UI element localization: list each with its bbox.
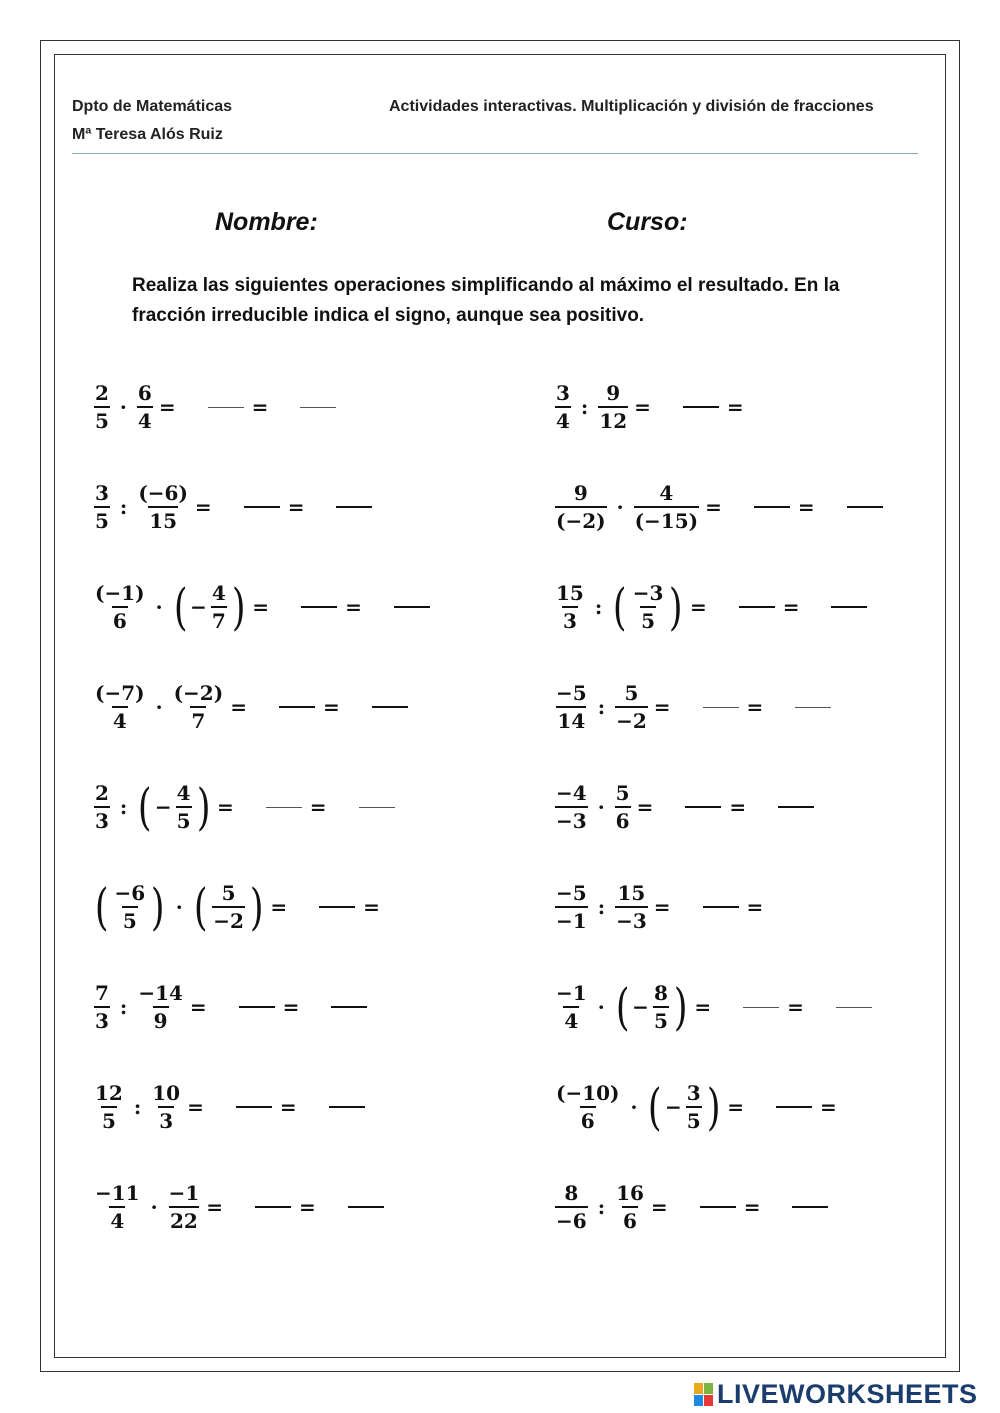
operator: : — [133, 1095, 142, 1119]
fraction-a: $\frac{2}{5}$ — [95, 381, 109, 433]
equals-sign: = — [727, 1095, 744, 1119]
exercise-right-3 — [553, 580, 875, 634]
exercise-right-4 — [553, 680, 839, 734]
fraction-b: $\frac{3}{5}$ — [686, 1081, 701, 1133]
answer-blank[interactable] — [359, 807, 395, 808]
fraction-a: $\frac{-6}{5}$ — [114, 881, 146, 933]
equals-sign: = — [650, 1195, 668, 1219]
equals-sign: = — [287, 495, 305, 519]
department-label: Dpto de Matemáticas — [72, 98, 233, 115]
equals-sign: = — [217, 795, 234, 819]
fraction-a: $\frac{7}{3}$ — [95, 981, 109, 1033]
fraction-b: $\frac{10}{3}$ — [152, 1081, 181, 1133]
fraction-b: $\frac{15}{-3}$ — [616, 881, 647, 933]
minus-sign: − — [665, 1095, 682, 1119]
fraction-a: $\frac{-4}{-3}$ — [556, 781, 587, 833]
equals-sign: = — [746, 695, 764, 719]
answer-blank[interactable] — [266, 807, 302, 808]
exercise-left-5 — [92, 780, 403, 834]
answer-blank[interactable] — [836, 1007, 872, 1008]
fraction-a: $\frac{-11}{4}$ — [95, 1181, 140, 1233]
fraction-a: $\frac{-1}{4}$ — [556, 981, 587, 1033]
operator: · — [616, 495, 624, 519]
fraction-b: $\frac{4}{5}$ — [176, 781, 191, 833]
right-paren: ) — [706, 1078, 721, 1136]
equals-sign: = — [653, 695, 671, 719]
right-paren: ) — [673, 978, 688, 1036]
equals-sign: = — [819, 1095, 837, 1119]
fraction-a: $\frac{(-7)}{4}$ — [95, 681, 145, 733]
fraction-b: $\frac{5}{-2}$ — [213, 881, 244, 933]
operator: : — [594, 595, 603, 619]
fraction-a: $\frac{2}{3}$ — [95, 781, 109, 833]
fraction-a: $\frac{12}{5}$ — [95, 1081, 123, 1133]
logo-icon — [694, 1383, 713, 1406]
answer-blank[interactable] — [792, 1206, 828, 1208]
minus-sign: − — [632, 995, 649, 1019]
answer-blank[interactable] — [394, 606, 430, 608]
answer-blank[interactable] — [331, 1006, 367, 1008]
answer-blank[interactable] — [754, 506, 790, 508]
equals-sign: = — [230, 695, 247, 719]
equals-sign: = — [729, 795, 747, 819]
equals-sign: = — [299, 1195, 316, 1219]
operator: · — [155, 595, 163, 619]
answer-blank[interactable] — [372, 706, 408, 708]
operator: : — [597, 1195, 606, 1219]
answer-blank[interactable] — [301, 606, 337, 608]
equals-sign: = — [363, 895, 380, 919]
operator: · — [119, 395, 127, 419]
answer-blank[interactable] — [255, 1206, 291, 1208]
fraction-a: $\frac{3}{5}$ — [95, 481, 109, 533]
operator: : — [580, 395, 589, 419]
exercise-left-8 — [92, 1080, 373, 1134]
answer-blank[interactable] — [703, 906, 739, 908]
answer-blank[interactable] — [336, 506, 372, 508]
left-paren: ( — [613, 578, 627, 636]
operator: · — [630, 1095, 638, 1119]
equals-sign: = — [345, 595, 362, 619]
equals-sign: = — [189, 995, 207, 1019]
fraction-a: $\frac{(-1)}{6}$ — [95, 581, 145, 633]
exercise-left-9 — [92, 1180, 392, 1234]
equals-sign: = — [251, 395, 269, 419]
author-label: Mª Teresa Alós Ruiz — [72, 126, 223, 143]
answer-blank[interactable] — [208, 407, 244, 408]
left-paren: ( — [193, 878, 208, 936]
fraction-b: $\frac{-3}{5}$ — [632, 581, 664, 633]
exercise-right-9 — [553, 1180, 836, 1234]
equals-sign: = — [746, 895, 764, 919]
fraction-b: $\frac{-1}{22}$ — [168, 1181, 200, 1233]
minus-sign: − — [190, 595, 207, 619]
answer-blank[interactable] — [847, 506, 883, 508]
equals-sign: = — [206, 1195, 224, 1219]
minus-sign: − — [154, 795, 172, 819]
fraction-b: $\frac{4}{(-15)}$ — [634, 481, 699, 533]
answer-blank[interactable] — [279, 706, 315, 708]
name-label: Nombre: — [215, 208, 318, 236]
answer-blank[interactable] — [319, 906, 355, 908]
exercise-right-5 — [553, 780, 822, 834]
answer-blank[interactable] — [329, 1106, 365, 1108]
exercise-left-2 — [92, 480, 380, 534]
answer-blank[interactable] — [776, 1106, 812, 1108]
answer-blank[interactable] — [795, 707, 831, 708]
fraction-b: $\frac{8}{5}$ — [653, 981, 668, 1033]
equals-sign: = — [309, 795, 327, 819]
fraction-a: $\frac{(-10)}{6}$ — [556, 1081, 620, 1133]
equals-sign: = — [158, 395, 176, 419]
answer-blank[interactable] — [778, 806, 814, 808]
exercise-right-8 — [553, 1080, 837, 1134]
equals-sign: = — [282, 995, 300, 1019]
right-paren: ) — [231, 578, 246, 636]
right-paren: ) — [196, 778, 211, 836]
exercise-right-1 — [553, 380, 744, 434]
equals-sign: = — [636, 795, 654, 819]
answer-blank[interactable] — [743, 1007, 779, 1008]
equals-sign: = — [252, 595, 270, 619]
exercise-right-7 — [553, 980, 880, 1034]
operator: · — [150, 1195, 158, 1219]
header-divider — [72, 153, 918, 154]
fraction-b: $\frac{6}{4}$ — [137, 381, 152, 433]
equals-sign: = — [634, 395, 651, 419]
operator: : — [597, 695, 606, 719]
answer-blank[interactable] — [703, 707, 739, 708]
answer-blank[interactable] — [700, 1206, 736, 1208]
right-paren: ) — [249, 878, 264, 936]
exercise-left-7 — [92, 980, 375, 1034]
answer-blank[interactable] — [739, 606, 775, 608]
equals-sign: = — [322, 695, 340, 719]
operator: : — [597, 895, 606, 919]
answer-blank[interactable] — [239, 1006, 275, 1008]
fraction-a: $\frac{8}{-6}$ — [556, 1181, 587, 1233]
answer-blank[interactable] — [685, 806, 721, 808]
exercise-left-1 — [92, 380, 344, 434]
left-paren: ( — [173, 578, 188, 636]
exercise-right-6 — [553, 880, 763, 934]
equals-sign: = — [743, 1195, 761, 1219]
fraction-a: $\frac{15}{3}$ — [556, 581, 584, 633]
answer-blank[interactable] — [244, 506, 280, 508]
equals-sign: = — [726, 395, 744, 419]
fraction-b: $\frac{4}{7}$ — [211, 581, 226, 633]
exercise-left-3 — [92, 580, 438, 634]
equals-sign: = — [194, 495, 212, 519]
operator: : — [119, 795, 128, 819]
equals-sign: = — [653, 895, 671, 919]
fraction-b: $\frac{(-2)}{7}$ — [173, 681, 224, 733]
logo-text: LIVEWORKSHEETS — [717, 1378, 978, 1409]
equals-sign: = — [782, 595, 800, 619]
equals-sign: = — [279, 1095, 297, 1119]
equals-sign: = — [787, 995, 804, 1019]
fraction-a: $\frac{3}{4}$ — [556, 381, 570, 433]
fraction-b: $\frac{5}{-2}$ — [616, 681, 647, 733]
answer-blank[interactable] — [300, 407, 336, 408]
fraction-b: $\frac{16}{6}$ — [616, 1181, 644, 1233]
equals-sign: = — [705, 495, 722, 519]
answer-blank[interactable] — [683, 406, 719, 408]
operator: · — [155, 695, 163, 719]
left-paren: ( — [648, 1078, 663, 1136]
operator: · — [175, 895, 183, 919]
worksheet-title: Actividades interactivas. Multiplicación y división de fracciones — [389, 98, 874, 115]
right-paren: ) — [669, 578, 684, 636]
fraction-a: $\frac{9}{(-2)}$ — [556, 481, 606, 533]
answer-blank[interactable] — [236, 1106, 272, 1108]
fraction-b: $\frac{5}{6}$ — [615, 781, 630, 833]
left-paren: ( — [615, 978, 630, 1036]
equals-sign: = — [797, 495, 815, 519]
fraction-a: $\frac{-5}{14}$ — [556, 681, 587, 733]
fraction-b: $\frac{-14}{9}$ — [138, 981, 183, 1033]
equals-sign: = — [694, 995, 712, 1019]
fraction-b: $\frac{(-6)}{15}$ — [138, 481, 188, 533]
exercise-right-2 — [553, 480, 891, 534]
fraction-a: $\frac{-5}{-1}$ — [556, 881, 587, 933]
instructions-text: Realiza las siguientes operaciones simplificando al máximo el resultado. En la fracción irreducible indica el signo, aunque sea positivo. — [132, 275, 840, 326]
answer-blank[interactable] — [348, 1206, 384, 1208]
equals-sign: = — [187, 1095, 204, 1119]
left-paren: ( — [94, 878, 109, 936]
operator: · — [597, 795, 605, 819]
answer-blank[interactable] — [831, 606, 867, 608]
liveworksheets-logo — [694, 1380, 978, 1408]
exercise-left-6 — [92, 880, 380, 934]
equals-sign: = — [270, 895, 288, 919]
left-paren: ( — [138, 778, 152, 836]
exercise-left-4 — [92, 680, 416, 734]
course-label: Curso: — [607, 208, 688, 236]
operator: : — [119, 995, 128, 1019]
operator: · — [597, 995, 605, 1019]
fraction-b: $\frac{9}{12}$ — [599, 381, 628, 433]
operator: : — [119, 495, 128, 519]
right-paren: ) — [151, 878, 165, 936]
equals-sign: = — [689, 595, 707, 619]
